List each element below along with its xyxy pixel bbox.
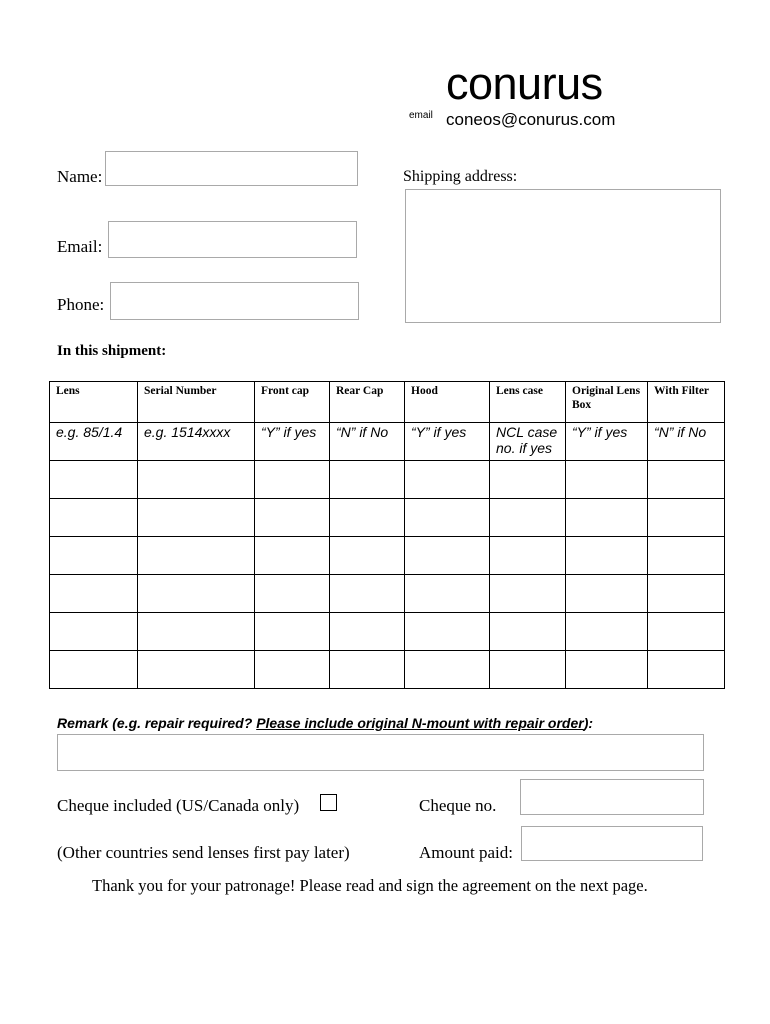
table-cell[interactable] — [138, 651, 255, 689]
thank-you-message: Thank you for your patronage! Please read and sign the agreement on the next page. — [92, 876, 648, 895]
shipment-section-title: In this shipment: — [57, 343, 167, 359]
table-cell[interactable] — [330, 613, 405, 651]
name-field[interactable] — [105, 151, 358, 186]
table-cell[interactable] — [330, 575, 405, 613]
table-cell[interactable] — [50, 651, 138, 689]
table-cell[interactable] — [50, 575, 138, 613]
table-cell[interactable] — [490, 613, 566, 651]
phone-field[interactable] — [110, 282, 359, 320]
table-cell[interactable] — [138, 537, 255, 575]
example-cell: “N” if No — [648, 423, 725, 461]
example-cell: “Y” if yes — [255, 423, 330, 461]
remark-label — [57, 715, 593, 731]
table-header-row — [50, 382, 725, 423]
table-row — [50, 613, 725, 651]
cheque-included-checkbox[interactable] — [320, 794, 337, 811]
table-cell[interactable] — [405, 461, 490, 499]
table-row — [50, 537, 725, 575]
amount-paid-field[interactable] — [521, 826, 703, 861]
email-label: Email: — [57, 237, 103, 256]
table-cell[interactable] — [405, 499, 490, 537]
remark-suffix: ): — [583, 715, 594, 731]
table-cell[interactable] — [566, 651, 648, 689]
table-cell[interactable] — [330, 537, 405, 575]
table-cell[interactable] — [648, 461, 725, 499]
column-header: With Filter — [648, 382, 725, 423]
column-header: Lens — [50, 382, 138, 423]
table-row — [50, 575, 725, 613]
table-cell[interactable] — [648, 651, 725, 689]
remark-underlined: Please include original N-mount with repair order — [256, 715, 584, 731]
cheque-no-label: Cheque no. — [419, 796, 497, 815]
column-header: Lens case — [490, 382, 566, 423]
table-cell[interactable] — [138, 499, 255, 537]
column-header: Serial Number — [138, 382, 255, 423]
table-cell[interactable] — [50, 613, 138, 651]
table-cell[interactable] — [138, 613, 255, 651]
table-cell[interactable] — [566, 461, 648, 499]
table-cell[interactable] — [255, 613, 330, 651]
shipping-address-label: Shipping address: — [403, 168, 518, 185]
table-cell[interactable] — [566, 575, 648, 613]
table-row — [50, 461, 725, 499]
table-cell[interactable] — [330, 651, 405, 689]
table-cell[interactable] — [255, 499, 330, 537]
remark-prefix: Remark (e.g. repair required? — [57, 715, 257, 731]
table-cell[interactable] — [138, 461, 255, 499]
table-cell[interactable] — [255, 575, 330, 613]
table-cell[interactable] — [405, 651, 490, 689]
table-cell[interactable] — [566, 613, 648, 651]
table-cell[interactable] — [330, 461, 405, 499]
table-cell[interactable] — [330, 499, 405, 537]
example-cell: “N” if No — [330, 423, 405, 461]
table-cell[interactable] — [405, 613, 490, 651]
email-tag: email — [409, 110, 433, 121]
cheque-no-field[interactable] — [520, 779, 704, 815]
email-field[interactable] — [108, 221, 357, 258]
table-cell[interactable] — [255, 461, 330, 499]
example-cell: e.g. 85/1.4 — [50, 423, 138, 461]
table-cell[interactable] — [50, 537, 138, 575]
column-header: Rear Cap — [330, 382, 405, 423]
table-cell[interactable] — [490, 575, 566, 613]
table-cell[interactable] — [405, 537, 490, 575]
example-cell: e.g. 1514xxxx — [138, 423, 255, 461]
brand-logo-text: conurus — [446, 58, 603, 109]
column-header: Front cap — [255, 382, 330, 423]
cheque-included-label: Cheque included (US/Canada only) — [57, 796, 300, 815]
column-header: Original Lens Box — [566, 382, 648, 423]
table-cell[interactable] — [490, 651, 566, 689]
amount-paid-label: Amount paid: — [419, 843, 513, 862]
contact-email-address: coneos@conurus.com — [446, 110, 616, 129]
example-cell: NCL case no. if yes — [490, 423, 566, 461]
example-row — [50, 423, 725, 461]
table-row — [50, 499, 725, 537]
table-cell[interactable] — [490, 537, 566, 575]
table-cell[interactable] — [50, 499, 138, 537]
table-cell[interactable] — [566, 537, 648, 575]
example-cell: “Y” if yes — [566, 423, 648, 461]
table-cell[interactable] — [138, 575, 255, 613]
table-cell[interactable] — [648, 575, 725, 613]
table-cell[interactable] — [255, 651, 330, 689]
table-cell[interactable] — [255, 537, 330, 575]
shipment-table — [49, 381, 725, 689]
phone-label: Phone: — [57, 295, 105, 314]
table-cell[interactable] — [490, 499, 566, 537]
remark-field[interactable] — [57, 734, 704, 771]
table-cell[interactable] — [50, 461, 138, 499]
table-cell[interactable] — [490, 461, 566, 499]
other-countries-label: (Other countries send lenses first pay later) — [57, 843, 350, 862]
example-cell: “Y” if yes — [405, 423, 490, 461]
table-cell[interactable] — [405, 575, 490, 613]
shipping-address-field[interactable] — [405, 189, 721, 323]
column-header: Hood — [405, 382, 490, 423]
table-row — [50, 651, 725, 689]
table-cell[interactable] — [648, 613, 725, 651]
table-cell[interactable] — [648, 537, 725, 575]
table-cell[interactable] — [566, 499, 648, 537]
table-cell[interactable] — [648, 499, 725, 537]
name-label: Name: — [57, 167, 103, 186]
